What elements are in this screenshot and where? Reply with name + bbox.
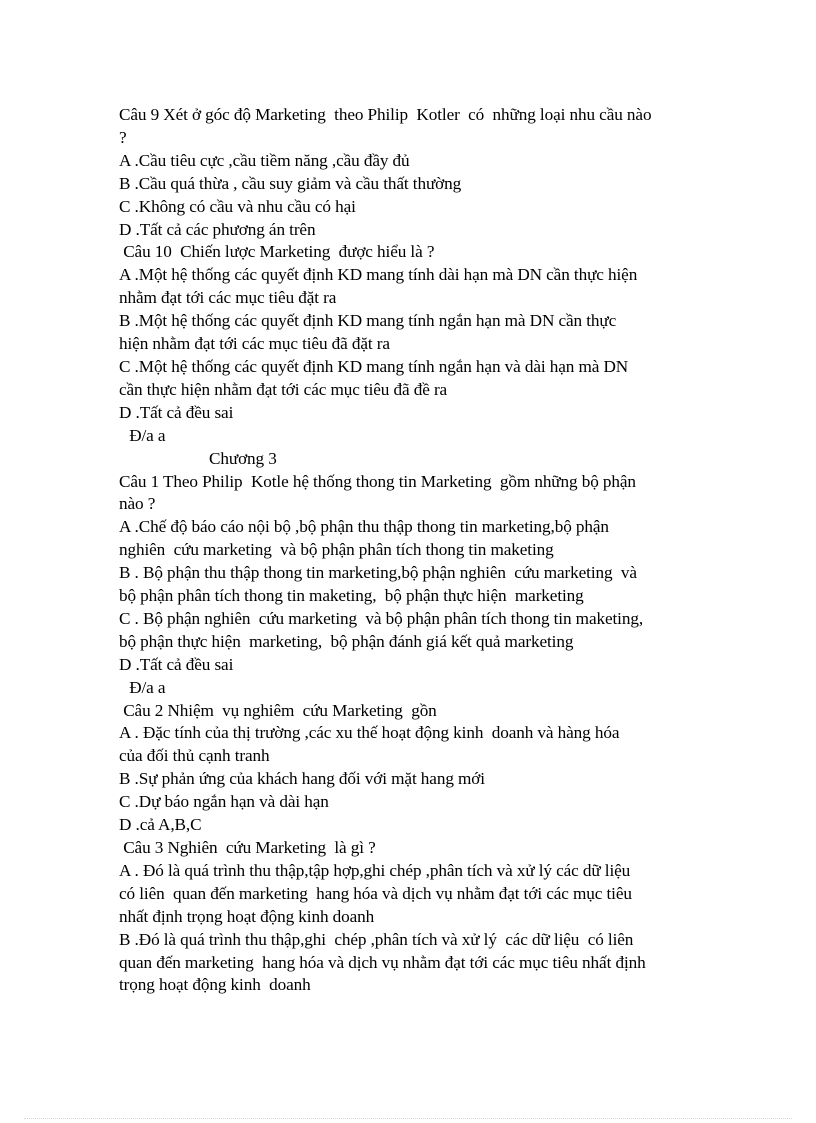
chapter-heading: Chương 3 [209, 448, 277, 468]
question-9-option-b: B .Cầu quá thừa , cầu suy giảm và cầu thất thường [119, 173, 462, 193]
question-9-option-c: C .Không có cầu và nhu cầu có hại [119, 196, 356, 216]
question-10-text: Câu 10 Chiến lược Marketing được hiểu là ? [119, 242, 435, 262]
question-9-option-d: D .Tất cả các phương án trên [119, 219, 316, 239]
ch3-question-1-option-c: C . Bộ phận nghiên cứu marketing và bộ phận phân tích thong tin maketing, [119, 608, 644, 628]
ch3-question-3-option-b-cont-2: trọng hoạt động kinh doanh [119, 975, 311, 995]
ch3-question-1-option-a-cont: nghiên cứu marketing và bộ phận phân tích thong tin maketing [119, 540, 554, 560]
ch3-question-3-option-b: B .Đó là quá trình thu thập,ghi chép ,phân tích và xử lý các dữ liệu có liên [119, 929, 634, 949]
ch3-question-3-text: Câu 3 Nghiên cứu Marketing là gì ? [119, 838, 376, 857]
ch3-question-3-option-a: A . Đó là quá trình thu thập,tập hợp,ghi chép ,phân tích và xử lý các dữ liệu [119, 860, 631, 880]
question-9-text-cont: ? [119, 127, 127, 147]
ch3-question-1-text-cont: nào ? [119, 494, 156, 514]
question-10-option-b: B .Một hệ thống các quyết định KD mang tính ngắn hạn mà DN cần thực [119, 311, 617, 331]
ch3-question-2-option-a: A . Đặc tính của thị trường ,các xu thế hoạt động kinh doanh và hàng hóa [119, 723, 620, 743]
question-10-option-c-cont: cần thực hiện nhằm đạt tới các mục tiêu đã đề ra [119, 379, 448, 399]
question-10-option-a-cont: nhằm đạt tới các mục tiêu đặt ra [119, 288, 337, 308]
ch3-question-2-text: Câu 2 Nhiệm vụ nghiêm cứu Marketing gồn [119, 700, 437, 720]
ch3-question-1-option-b: B . Bộ phận thu thập thong tin marketing,bộ phận nghiên cứu marketing và [119, 563, 637, 583]
ch3-question-2-option-a-cont: của đối thủ cạnh tranh [119, 746, 270, 766]
ch3-question-1-text: Câu 1 Theo Philip Kotle hệ thống thong tin Marketing gồm những bộ phận [119, 471, 636, 491]
question-10-option-a: A .Một hệ thống các quyết định KD mang tính dài hạn mà DN cần thực hiện [119, 265, 638, 285]
ch3-question-1-option-a: A .Chế độ báo cáo nội bộ ,bộ phận thu thập thong tin marketing,bộ phận [119, 517, 609, 537]
page-bottom-divider [24, 1118, 792, 1119]
question-9-text: Câu 9 Xét ở góc độ Marketing theo Philip Kotler có những loại nhu cầu nào [119, 105, 652, 124]
question-10-option-b-cont: hiện nhằm đạt tới các mục tiêu đã đặt ra [119, 334, 390, 354]
ch3-question-2-option-d: D .cả A,B,C [119, 815, 202, 835]
ch3-question-1-option-c-cont: bộ phận thực hiện marketing, bộ phận đánh giá kết quả marketing [119, 631, 574, 651]
ch3-question-3-option-a-cont: có liên quan đến marketing hang hóa và dịch vụ nhằm đạt tới các mục tiêu [119, 883, 632, 903]
ch3-question-3-option-a-cont-2: nhất định trọng hoạt động kinh doanh [119, 906, 375, 926]
ch3-question-3-option-b-cont: quan đến marketing hang hóa và dịch vụ nhằm đạt tới các mục tiêu nhất định [119, 952, 646, 972]
ch3-question-2-option-c: C .Dự báo ngắn hạn và dài hạn [119, 792, 329, 812]
document-body [119, 104, 704, 997]
question-10-option-c: C .Một hệ thống các quyết định KD mang tính ngắn hạn và dài hạn mà DN [119, 356, 629, 376]
question-10-answer: Đ/a a [125, 425, 166, 445]
question-10-option-d: D .Tất cả đều sai [119, 402, 234, 422]
ch3-question-1-option-d: D .Tất cả đều sai [119, 654, 234, 674]
question-9-option-a: A .Cầu tiêu cực ,cầu tiềm năng ,cầu đầy đủ [119, 150, 410, 170]
ch3-question-1-option-b-cont: bộ phận phân tích thong tin maketing, bộ phận thực hiện marketing [119, 586, 584, 606]
ch3-question-1-answer: Đ/a a [125, 677, 166, 697]
ch3-question-2-option-b: B .Sự phản ứng của khách hang đối với mặt hang mới [119, 769, 485, 789]
